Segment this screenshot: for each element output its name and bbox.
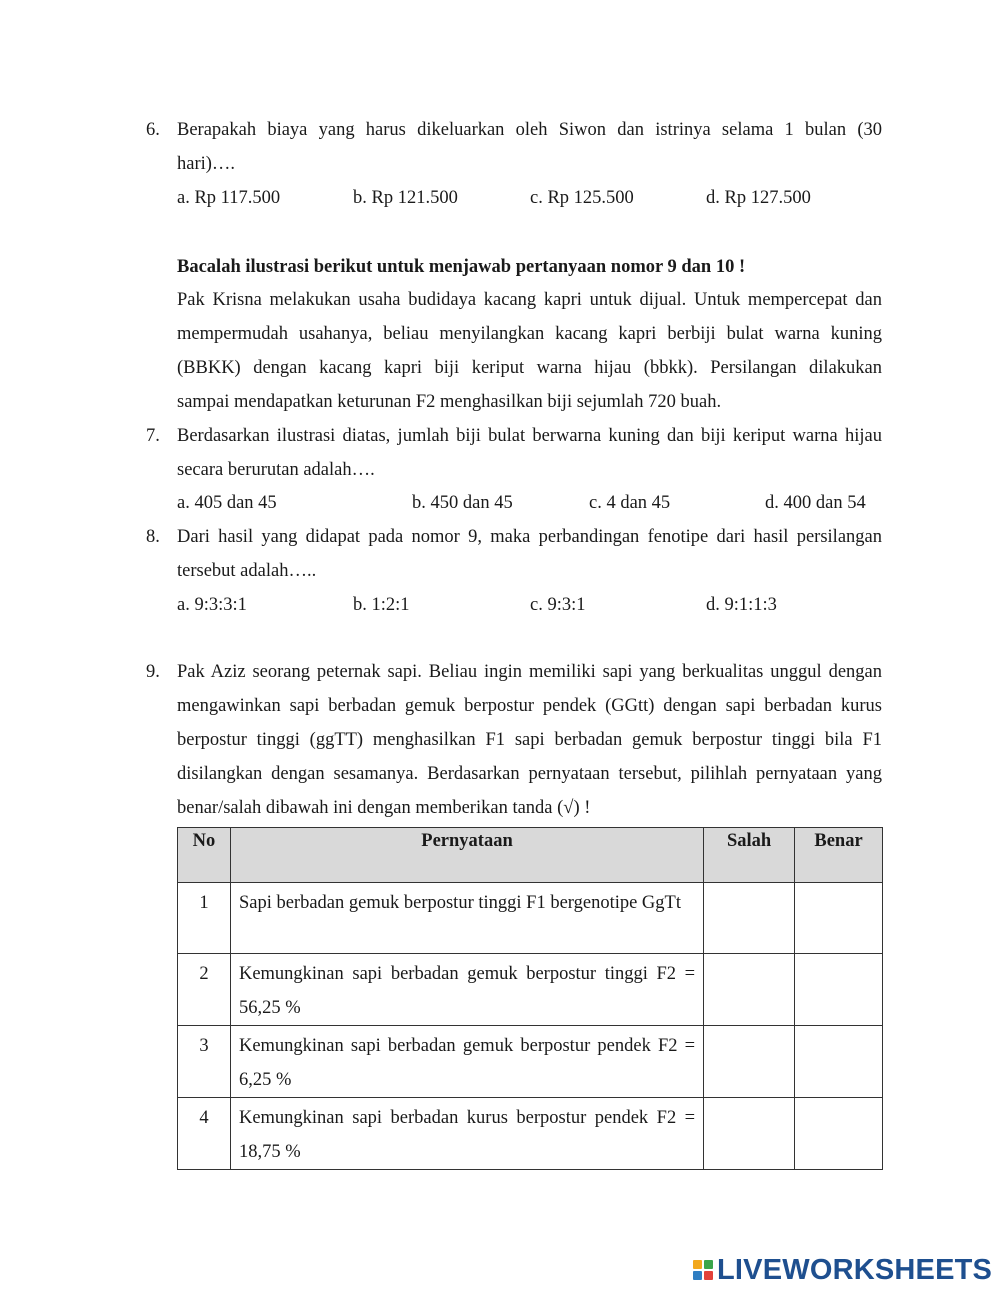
header-right: Benar — [795, 828, 883, 883]
answer-cell-right[interactable] — [795, 954, 883, 1026]
answer-cell-right[interactable] — [795, 883, 883, 954]
row-number: 2 — [178, 954, 231, 1026]
q6-option-b: b. Rp 121.500 — [353, 188, 458, 208]
row-statement: Sapi berbadan gemuk berpostur tinggi F1 bergenotipe GgTt — [230, 883, 703, 954]
header-wrong: Salah — [704, 828, 795, 883]
q7-option-d: d. 400 dan 54 — [765, 493, 866, 513]
illustration-line: sampai mendapatkan keturunan F2 menghasilkan biji sejumlah 720 buah. — [177, 392, 722, 412]
answer-cell-right[interactable] — [795, 1026, 883, 1098]
answer-cell-right[interactable] — [795, 1098, 883, 1170]
logo-text: LIVEWORKSHEETS — [717, 1253, 993, 1286]
table-row — [178, 1098, 883, 1170]
q8-option-b: b. 1:2:1 — [353, 595, 410, 615]
q8-option-a: a. 9:3:3:1 — [177, 595, 247, 615]
q8-text-line1: Dari hasil yang didapat pada nomor 9, maka perbandingan fenotipe dari hasil persilangan — [177, 527, 882, 547]
illustration-heading: Bacalah ilustrasi berikut untuk menjawab pertanyaan nomor 9 dan 10 ! — [177, 257, 746, 277]
row-number: 4 — [178, 1098, 231, 1170]
q7-option-a: a. 405 dan 45 — [177, 493, 277, 513]
logo-square — [704, 1260, 713, 1269]
answer-cell-wrong[interactable] — [704, 883, 795, 954]
row-number: 3 — [178, 1026, 231, 1098]
q8-option-d: d. 9:1:1:3 — [706, 595, 777, 615]
liveworksheets-logo — [693, 1252, 992, 1288]
row-statement: Kemungkinan sapi berbadan gemuk berpostur tinggi F2 = 56,25 % — [230, 954, 703, 1026]
q6-option-d: d. Rp 127.500 — [706, 188, 811, 208]
answer-cell-wrong[interactable] — [704, 1098, 795, 1170]
q6-text-line2: hari)…. — [177, 154, 236, 174]
statement-table — [177, 827, 883, 1170]
answer-cell-wrong[interactable] — [704, 954, 795, 1026]
logo-square — [693, 1271, 702, 1280]
logo-mark-icon — [693, 1260, 713, 1280]
table-header-row — [178, 828, 883, 883]
logo-square — [704, 1271, 713, 1280]
q7-option-b: b. 450 dan 45 — [412, 493, 513, 513]
answer-cell-wrong[interactable] — [704, 1026, 795, 1098]
table-row — [178, 883, 883, 954]
header-statement: Pernyataan — [230, 828, 703, 883]
logo-square — [693, 1260, 702, 1269]
table-row — [178, 954, 883, 1026]
q8-text-line2: tersebut adalah….. — [177, 561, 317, 581]
illustration-line: mempermudah usahanya, beliau menyilangkan kacang kapri berbiji bulat warna kuning — [177, 324, 882, 344]
q9-text-line-last: benar/salah dibawah ini dengan memberikan tanda (√) ! — [177, 798, 591, 818]
q6-text-line1: Berapakah biaya yang harus dikeluarkan oleh Siwon dan istrinya selama 1 bulan (30 — [177, 120, 882, 140]
row-statement: Kemungkinan sapi berbadan kurus berpostur pendek F2 = 18,75 % — [230, 1098, 703, 1170]
q7-number: 7. — [146, 426, 160, 446]
q7-text-line1: Berdasarkan ilustrasi diatas, jumlah biji bulat berwarna kuning dan biji keriput warna hijau — [177, 426, 882, 446]
table-row — [178, 1026, 883, 1098]
q8-option-c: c. 9:3:1 — [530, 595, 586, 615]
q9-text-line: berpostur tinggi (ggTT) menghasilkan F1 sapi berbadan gemuk berpostur tinggi bila F1 — [177, 730, 882, 750]
q6-option-a: a. Rp 117.500 — [177, 188, 281, 208]
q7-option-c: c. 4 dan 45 — [589, 493, 671, 513]
q6-number: 6. — [146, 120, 160, 140]
q9-text-line: Pak Aziz seorang peternak sapi. Beliau ingin memiliki sapi yang berkualitas unggul dengan — [177, 662, 882, 682]
q8-number: 8. — [146, 527, 160, 547]
q9-text-line: mengawinkan sapi berbadan gemuk berpostur pendek (GGtt) dengan sapi berbadan kurus — [177, 696, 882, 716]
illustration-line: Pak Krisna melakukan usaha budidaya kacang kapri untuk dijual. Untuk mempercepat dan — [177, 290, 882, 310]
q9-text-line: disilangkan dengan sesamanya. Berdasarkan pernyataan tersebut, pilihlah pernyataan yang — [177, 764, 882, 784]
illustration-line: (BBKK) dengan kacang kapri biji keriput warna hijau (bbkk). Persilangan dilakukan — [177, 358, 882, 378]
q9-number: 9. — [146, 662, 160, 682]
row-statement: Kemungkinan sapi berbadan gemuk berpostur pendek F2 = 6,25 % — [230, 1026, 703, 1098]
header-no: No — [178, 828, 231, 883]
q6-option-c: c. Rp 125.500 — [530, 188, 634, 208]
row-number: 1 — [178, 883, 231, 954]
q7-text-line2: secara berurutan adalah…. — [177, 460, 375, 480]
